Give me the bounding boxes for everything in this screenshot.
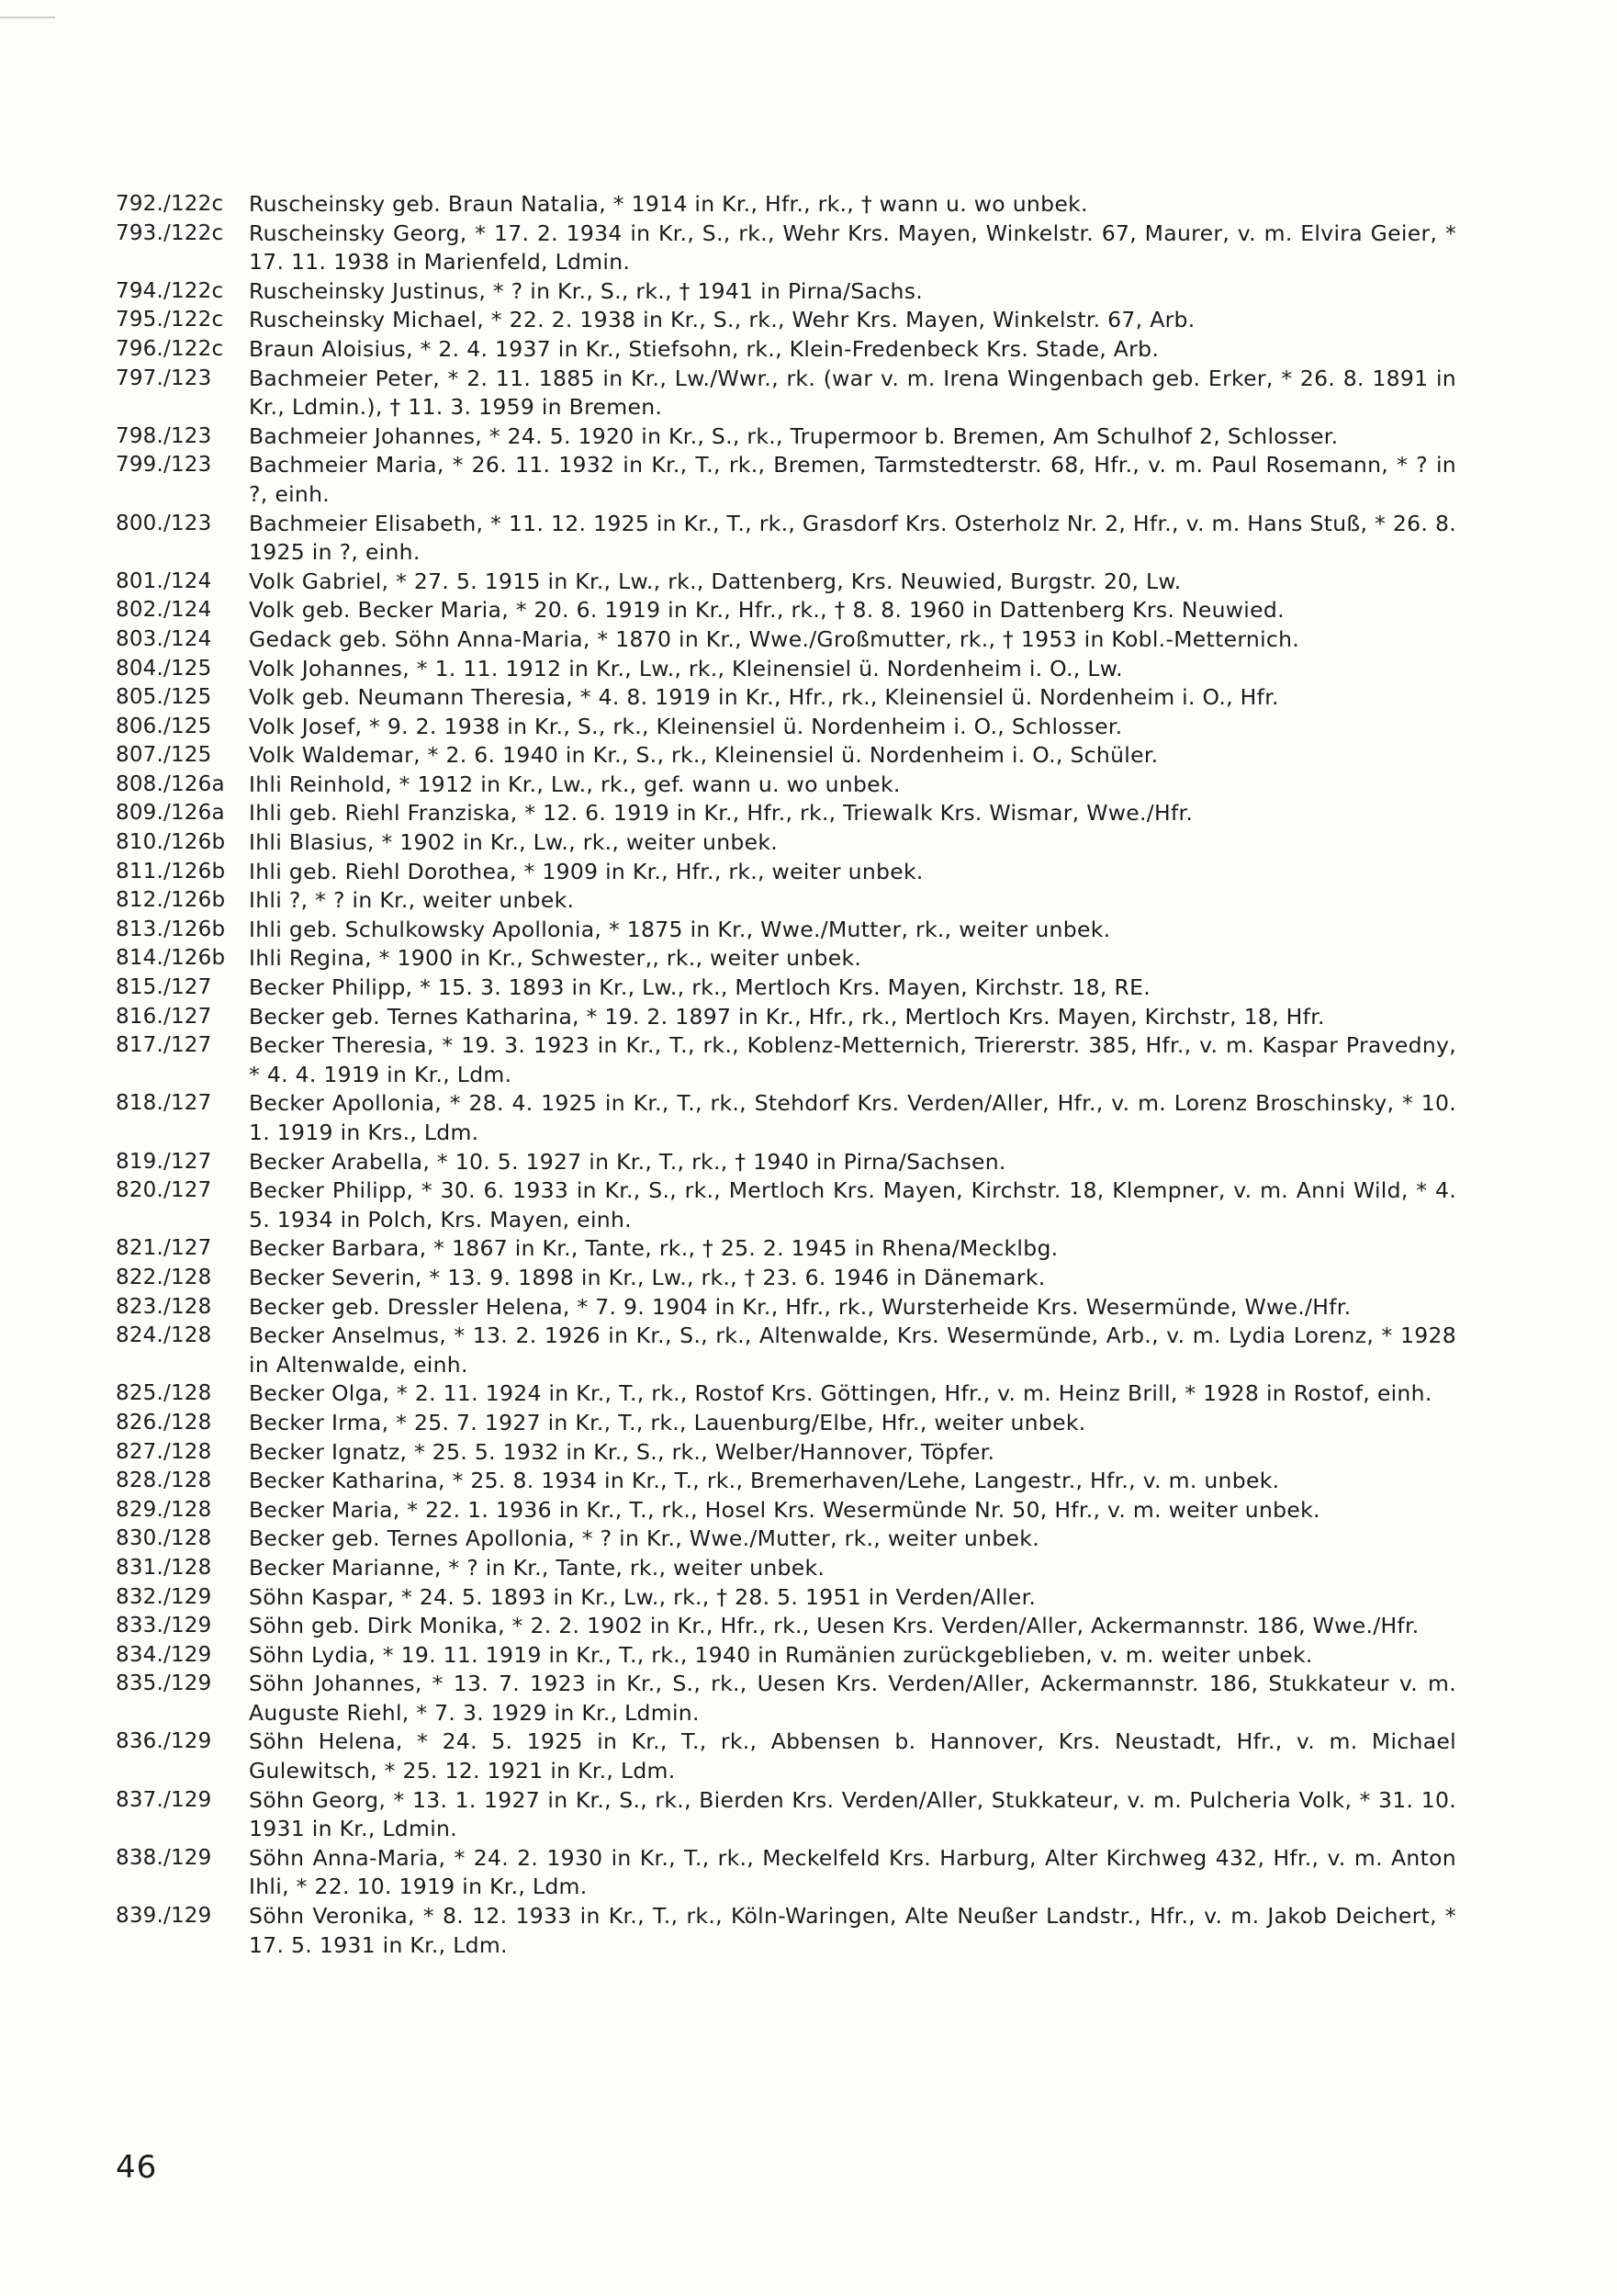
register-entry <box>116 1089 1456 1147</box>
entry-number: 834./129 <box>116 1642 212 1667</box>
entry-text: Becker Severin, * 13. 9. 1898 in Kr., Lw., rk., † 23. 6. 1946 in Dänemark. <box>249 1264 1046 1290</box>
register-entry <box>116 1612 1456 1641</box>
entry-number: 799./123 <box>116 453 212 478</box>
entry-number: 804./125 <box>116 656 212 681</box>
entry-text: Ihli Blasius, * 1902 in Kr., Lw., rk., weiter unbek. <box>249 829 779 856</box>
register-entry <box>116 1902 1456 1960</box>
entry-number: 832./129 <box>116 1584 212 1609</box>
register-entry <box>116 1148 1456 1177</box>
entry-number: 802./124 <box>116 598 212 623</box>
scan-edge-mark <box>0 17 55 18</box>
entry-number: 798./123 <box>116 423 212 448</box>
page-number: 46 <box>116 2149 158 2186</box>
register-entry <box>116 741 1456 771</box>
entry-text: Becker Philipp, * 30. 6. 1933 in Kr., S., rk., Mertloch Krs. Mayen, Kirchstr. 18, Klempner, v. m. Anni Wild, * 4. 5. 1934 in Polch, Krs. Mayen, einh. <box>249 1177 1456 1232</box>
register-entry <box>116 1234 1456 1264</box>
register-entry <box>116 568 1456 597</box>
entry-number: 833./129 <box>116 1614 212 1638</box>
entry-text: Becker Marianne, * ? in Kr., Tante, rk., weiter unbek. <box>249 1554 825 1581</box>
register-entry <box>116 596 1456 625</box>
entry-text: Söhn Johannes, * 13. 7. 1923 in Kr., S., rk., Uesen Krs. Verden/Aller, Ackermannstr. 186, Stukkateur v. m. Auguste Riehl, * 7. 3. 1929 in Kr., Ldmin. <box>249 1671 1456 1726</box>
register-entry <box>116 886 1456 916</box>
entry-text: Braun Aloisius, * 2. 4. 1937 in Kr., Stiefsohn, rk., Klein-Fredenbeck Krs. Stade, Arb. <box>249 335 1160 362</box>
entry-number: 827./128 <box>116 1439 212 1464</box>
entry-number: 819./127 <box>116 1149 212 1174</box>
register-entry <box>116 1554 1456 1583</box>
entry-text: Becker geb. Ternes Apollonia, * ? in Kr., Wwe./Mutter, rk., weiter unbek. <box>249 1525 1039 1552</box>
entry-text: Söhn Helena, * 24. 5. 1925 in Kr., T., rk., Abbensen b. Hannover, Krs. Neustadt, Hfr., v. m. Michael Gulewitsch, * 25. 12. 1921 in Kr., Ldm. <box>249 1728 1456 1784</box>
register-entry <box>116 1264 1456 1293</box>
register-entry <box>116 625 1456 655</box>
entry-text: Söhn Kaspar, * 24. 5. 1893 in Kr., Lw., rk., † 28. 5. 1951 in Verden/Aller. <box>249 1583 1037 1610</box>
register-entry <box>116 771 1456 800</box>
entry-number: 836./129 <box>116 1729 212 1754</box>
entry-number: 826./128 <box>116 1410 212 1435</box>
entry-text: Becker Maria, * 22. 1. 1936 in Kr., T., rk., Hosel Krs. Wesermünde Nr. 50, Hfr., v. m. weiter unbek. <box>249 1496 1320 1523</box>
entry-text: Ruscheinsky Michael, * 22. 2. 1938 in Kr., S., rk., Wehr Krs. Mayen, Winkelstr. 67, Arb. <box>249 307 1196 333</box>
entry-number: 794./122c <box>116 278 224 303</box>
entry-number: 817./127 <box>116 1033 212 1058</box>
entry-number: 793./122c <box>116 220 224 245</box>
register-entry <box>116 1467 1456 1496</box>
register-entry <box>116 422 1456 452</box>
entry-text: Becker Philipp, * 15. 3. 1893 in Kr., Lw., rk., Mertloch Krs. Mayen, Kirchstr. 18, RE. <box>249 974 1151 1001</box>
entry-number: 801./124 <box>116 568 212 593</box>
register-entry <box>116 306 1456 335</box>
entry-text: Söhn Veronika, * 8. 12. 1933 in Kr., T., rk., Köln-Waringen, Alte Neußer Landstr., Hfr., v. m. Jakob Deichert, * 17. 5. 1931 in Kr., Ldm. <box>249 1903 1456 1958</box>
entry-text: Volk Johannes, * 1. 11. 1912 in Kr., Lw., rk., Kleinensiel ü. Nordenheim i. O., Lw. <box>249 655 1123 681</box>
entry-text: Söhn Lydia, * 19. 11. 1919 in Kr., T., rk., 1940 in Rumänien zurückgeblieben, v. m. weiter unbek. <box>249 1641 1313 1668</box>
register-entry <box>116 219 1456 277</box>
register-entries <box>116 190 1456 1960</box>
entry-text: Volk geb. Becker Maria, * 20. 6. 1919 in Kr., Hfr., rk., † 8. 8. 1960 in Dattenberg Krs. Neuwied. <box>249 597 1285 624</box>
entry-number: 811./126b <box>116 859 226 884</box>
register-entry <box>116 828 1456 858</box>
entry-number: 821./127 <box>116 1236 212 1261</box>
entry-text: Bachmeier Maria, * 26. 11. 1932 in Kr., T., rk., Bremen, Tarmstedterstr. 68, Hfr., v. m. Paul Rosemann, * ? in ?, einh. <box>249 452 1456 507</box>
entry-number: 814./126b <box>116 946 226 971</box>
entry-text: Volk Josef, * 9. 2. 1938 in Kr., S., rk., Kleinensiel ü. Nordenheim i. O., Schlosser. <box>249 713 1123 739</box>
entry-text: Ruscheinsky Georg, * 17. 2. 1934 in Kr., S., rk., Wehr Krs. Mayen, Winkelstr. 67, Maurer, v. m. Elvira Geier, * 17. 11. 1938 in Marienfeld, Ldmin. <box>249 219 1456 276</box>
register-entry <box>116 1728 1456 1785</box>
entry-number: 795./122c <box>116 308 224 332</box>
entry-number: 835./129 <box>116 1671 212 1696</box>
entry-text: Ruscheinsky geb. Braun Natalia, * 1914 in Kr., Hfr., rk., † wann u. wo unbek. <box>249 191 1088 217</box>
entry-number: 818./127 <box>116 1091 212 1116</box>
entry-text: Ihli ?, * ? in Kr., weiter unbek. <box>249 887 575 914</box>
entry-text: Ruscheinsky Justinus, * ? in Kr., S., rk., † 1941 in Pirna/Sachs. <box>249 277 924 304</box>
register-entry <box>116 799 1456 828</box>
register-entry <box>116 451 1456 509</box>
register-entry <box>116 1583 1456 1613</box>
entry-text: Söhn geb. Dirk Monika, * 2. 2. 1902 in Kr., Hfr., rk., Uesen Krs. Verden/Aller, Ackermannstr. 186, Wwe./Hfr. <box>249 1613 1420 1639</box>
register-entry <box>116 974 1456 1003</box>
entry-number: 838./129 <box>116 1845 212 1870</box>
register-entry <box>116 1844 1456 1902</box>
entry-number: 822./128 <box>116 1265 212 1289</box>
entry-text: Volk Waldemar, * 2. 6. 1940 in Kr., S., rk., Kleinensiel ü. Nordenheim i. O., Schüler. <box>249 742 1159 769</box>
entry-number: 824./128 <box>116 1323 212 1348</box>
register-entry <box>116 1379 1456 1409</box>
entry-number: 813./126b <box>116 917 226 941</box>
register-entry <box>116 365 1456 422</box>
entry-number: 796./122c <box>116 336 224 361</box>
entry-number: 807./125 <box>116 743 212 768</box>
entry-text: Bachmeier Elisabeth, * 11. 12. 1925 in Kr., T., rk., Grasdorf Krs. Osterholz Nr. 2, Hfr., v. m. Hans Stuß, * 26. 8. 1925 in ?, einh. <box>249 510 1456 566</box>
entry-number: 830./128 <box>116 1526 212 1551</box>
entry-number: 812./126b <box>116 888 226 913</box>
register-entry <box>116 1176 1456 1234</box>
register-entry <box>116 1786 1456 1844</box>
entry-text: Ihli geb. Schulkowsky Apollonia, * 1875 in Kr., Wwe./Mutter, rk., weiter unbek. <box>249 916 1111 942</box>
register-entry <box>116 335 1456 365</box>
entry-number: 820./127 <box>116 1178 212 1203</box>
entry-text: Becker Theresia, * 19. 3. 1923 in Kr., T., rk., Koblenz-Metternich, Triererstr. 385, Hfr., v. m. Kaspar Pravedny, * 4. 4. 1919 in Kr., Ldm. <box>249 1032 1456 1087</box>
entry-number: 808./126a <box>116 771 225 796</box>
entry-text: Söhn Anna-Maria, * 24. 2. 1930 in Kr., T., rk., Meckelfeld Krs. Harburg, Alter Kirchweg 432, Hfr., v. m. Anton Ihli, * 22. 10. 1919 in Kr., Ldm. <box>249 1844 1456 1900</box>
entry-text: Gedack geb. Söhn Anna-Maria, * 1870 in Kr., Wwe./Großmutter, rk., † 1953 in Kobl.-Metternich. <box>249 625 1300 652</box>
register-entry <box>116 858 1456 887</box>
register-entry <box>116 1031 1456 1089</box>
register-entry <box>116 277 1456 307</box>
register-entry <box>116 1525 1456 1554</box>
entry-text: Becker Arabella, * 10. 5. 1927 in Kr., T., rk., † 1940 in Pirna/Sachsen. <box>249 1148 1006 1175</box>
entry-text: Becker Ignatz, * 25. 5. 1932 in Kr., S., rk., Welber/Hannover, Töpfer. <box>249 1438 995 1465</box>
register-entry <box>116 1409 1456 1438</box>
entry-text: Becker Irma, * 25. 7. 1927 in Kr., T., rk., Lauenburg/Elbe, Hfr., weiter unbek. <box>249 1409 1086 1435</box>
entry-text: Volk Gabriel, * 27. 5. 1915 in Kr., Lw., rk., Dattenberg, Krs. Neuwied, Burgstr. 20, Lw. <box>249 568 1182 594</box>
entry-text: Bachmeier Peter, * 2. 11. 1885 in Kr., Lw./Wwr., rk. (war v. m. Irena Wingenbach geb. Erker, * 26. 8. 1891 in Kr., Ldmin.), † 11. 3. 1959 in Bremen. <box>249 365 1456 421</box>
entry-text: Becker Barbara, * 1867 in Kr., Tante, rk., † 25. 2. 1945 in Rhena/Mecklbg. <box>249 1235 1059 1262</box>
entry-number: 805./125 <box>116 685 212 710</box>
register-entry <box>116 1641 1456 1671</box>
entry-number: 839./129 <box>116 1904 212 1929</box>
entry-text: Ihli geb. Riehl Dorothea, * 1909 in Kr., Hfr., rk., weiter unbek. <box>249 858 924 884</box>
entry-number: 815./127 <box>116 975 212 1000</box>
entry-text: Bachmeier Johannes, * 24. 5. 1920 in Kr., S., rk., Trupermoor b. Bremen, Am Schulhof 2, Schlosser. <box>249 422 1339 449</box>
register-entry <box>116 1670 1456 1728</box>
entry-number: 828./128 <box>116 1469 212 1493</box>
register-entry <box>116 944 1456 974</box>
entry-text: Becker geb. Ternes Katharina, * 19. 2. 1897 in Kr., Hfr., rk., Mertloch Krs. Mayen, Kirchstr, 18, Hfr. <box>249 1003 1325 1030</box>
register-entry <box>116 713 1456 742</box>
entry-number: 809./126a <box>116 801 225 826</box>
register-entry <box>116 510 1456 568</box>
entry-text: Söhn Georg, * 13. 1. 1927 in Kr., S., rk., Bierden Krs. Verden/Aller, Stukkateur, v. m. Pulcheria Volk, * 31. 10. 1931 in Kr., Ldmin. <box>249 1786 1456 1842</box>
entry-number: 803./124 <box>116 626 212 651</box>
entry-text: Ihli Reinhold, * 1912 in Kr., Lw., rk., gef. wann u. wo unbek. <box>249 771 901 797</box>
entry-number: 800./123 <box>116 511 212 535</box>
entry-number: 825./128 <box>116 1381 212 1406</box>
register-entry <box>116 1438 1456 1468</box>
entry-number: 806./125 <box>116 714 212 738</box>
entry-text: Volk geb. Neumann Theresia, * 4. 8. 1919 in Kr., Hfr., rk., Kleinensiel ü. Nordenheim i. O., Hfr. <box>249 684 1279 711</box>
entry-number: 792./122c <box>116 192 224 216</box>
entry-text: Becker Anselmus, * 13. 2. 1926 in Kr., S., rk., Altenwalde, Krs. Wesermünde, Arb., v. m. Lydia Lorenz, * 1928 in Altenwalde, einh. <box>249 1322 1456 1378</box>
register-entry <box>116 1003 1456 1032</box>
register-entry <box>116 655 1456 684</box>
entry-number: 810./126b <box>116 830 226 855</box>
register-entry <box>116 1293 1456 1322</box>
entry-number: 837./129 <box>116 1787 212 1812</box>
register-entry <box>116 1322 1456 1379</box>
entry-text: Becker Olga, * 2. 11. 1924 in Kr., T., rk., Rostof Krs. Göttingen, Hfr., v. m. Heinz Brill, * 1928 in Rostof, einh. <box>249 1380 1432 1407</box>
entry-number: 829./128 <box>116 1497 212 1522</box>
register-entry <box>116 916 1456 945</box>
entry-text: Ihli Regina, * 1900 in Kr., Schwester,, rk., weiter unbek. <box>249 945 862 972</box>
entry-text: Ihli geb. Riehl Franziska, * 12. 6. 1919 in Kr., Hfr., rk., Triewalk Krs. Wismar, Wwe./Hfr. <box>249 800 1194 827</box>
register-entry <box>116 683 1456 713</box>
entry-text: Becker Apollonia, * 28. 4. 1925 in Kr., T., rk., Stehdorf Krs. Verden/Aller, Hfr., v. m. Lorenz Broschinsky, * 10. 1. 1919 in Krs., Ldm. <box>249 1090 1456 1145</box>
entry-text: Becker Katharina, * 25. 8. 1934 in Kr., T., rk., Bremerhaven/Lehe, Langestr., Hfr., v. m. unbek. <box>249 1468 1280 1494</box>
entry-number: 823./128 <box>116 1294 212 1319</box>
entry-number: 831./128 <box>116 1555 212 1580</box>
entry-text: Becker geb. Dressler Helena, * 7. 9. 1904 in Kr., Hfr., rk., Wursterheide Krs. Wesermünde, Wwe./Hfr. <box>249 1293 1352 1320</box>
register-entry <box>116 190 1456 219</box>
register-entry <box>116 1496 1456 1525</box>
entry-number: 816./127 <box>116 1004 212 1029</box>
entry-number: 797./123 <box>116 366 212 390</box>
